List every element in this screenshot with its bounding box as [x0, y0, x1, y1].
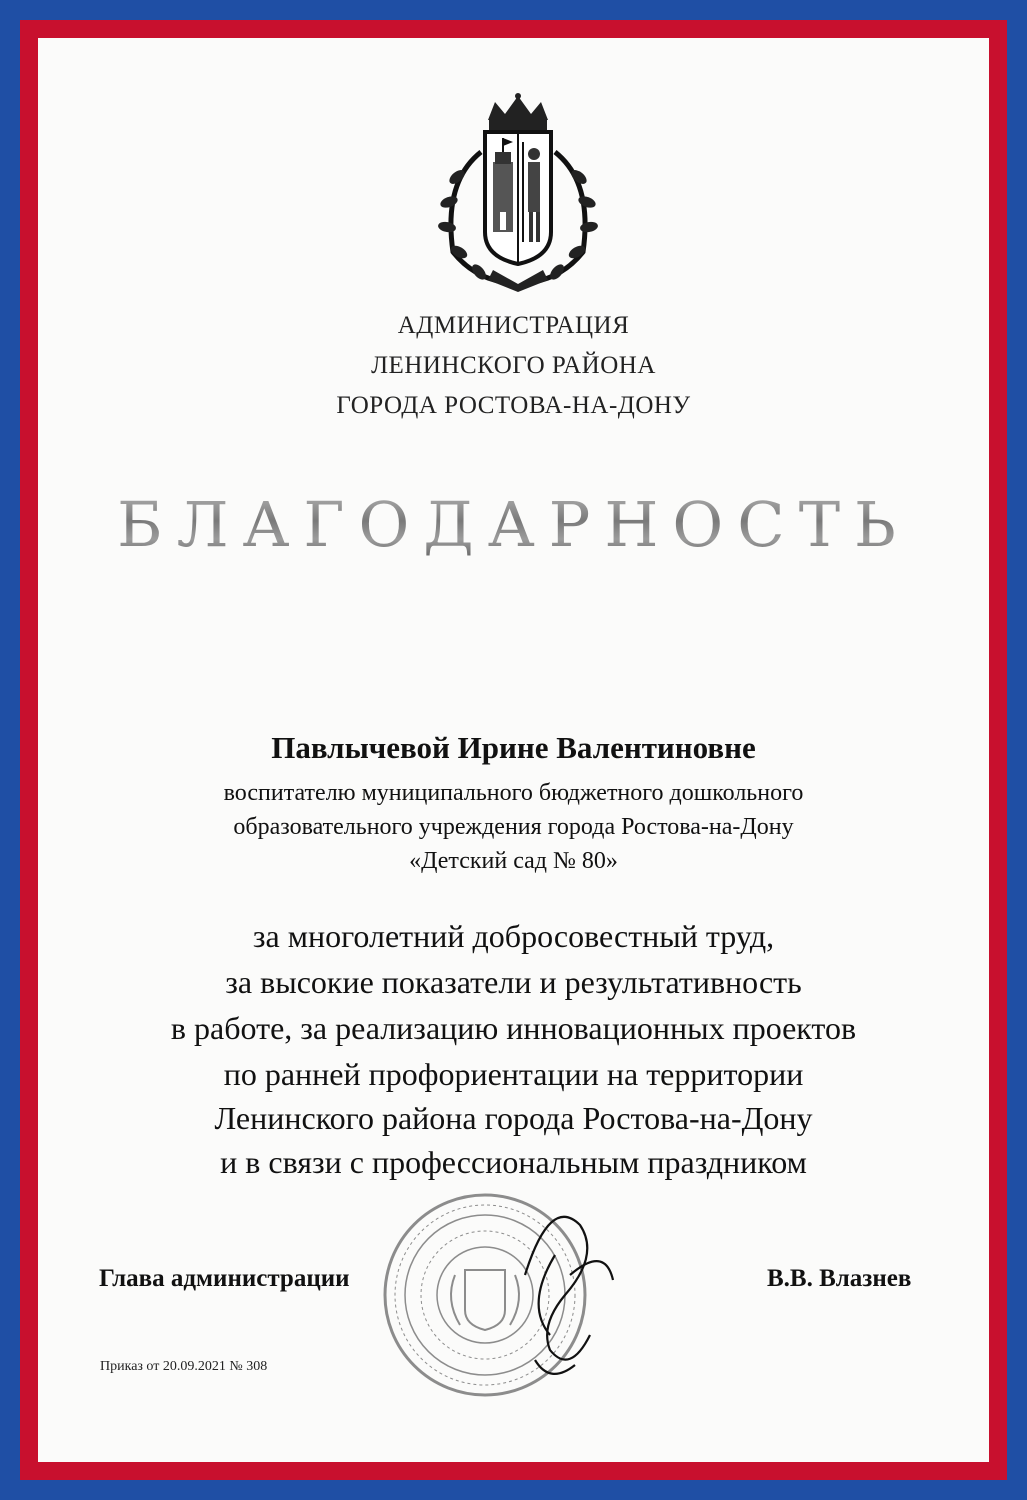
- signatory-name: В.В. Влазнев: [767, 1265, 912, 1292]
- issuer-line-3: ГОРОДА РОСТОВА-НА-ДОНУ: [336, 392, 691, 419]
- coat-of-arms-icon: [423, 92, 613, 297]
- reason-line-2: за высокие показатели и результативность: [225, 964, 802, 1000]
- recipient-position-line-3: «Детский сад № 80»: [409, 848, 618, 874]
- certificate-title: БЛАГОДАРНОСТЬ: [0, 488, 1027, 561]
- official-seal-icon: [375, 1185, 615, 1405]
- reason-line-1: за многолетний добросовестный труд,: [252, 918, 775, 954]
- reason-line-4: по ранней профориентации на территории: [223, 1056, 804, 1092]
- recipient-name: Павлычевой Ирине Валентиновне: [271, 730, 756, 765]
- reason-line-3: в работе, за реализацию инновационных проектов: [170, 1010, 857, 1046]
- order-reference: Приказ от 20.09.2021 № 308: [100, 1359, 268, 1374]
- reason-line-5: Ленинского района города Ростова-на-Дону: [214, 1100, 813, 1136]
- issuer-line-2: ЛЕНИНСКОГО РАЙОНА: [371, 352, 656, 379]
- signatory-role: Глава администрации: [99, 1265, 350, 1292]
- issuer-line-1: АДМИНИСТРАЦИЯ: [397, 312, 630, 339]
- recipient-position-line-1: воспитателю муниципального бюджетного дошкольного: [223, 780, 804, 806]
- reason-line-6: и в связи с профессиональным праздником: [220, 1144, 807, 1180]
- recipient-position-line-2: образовательного учреждения города Ростова-на-Дону: [233, 814, 794, 840]
